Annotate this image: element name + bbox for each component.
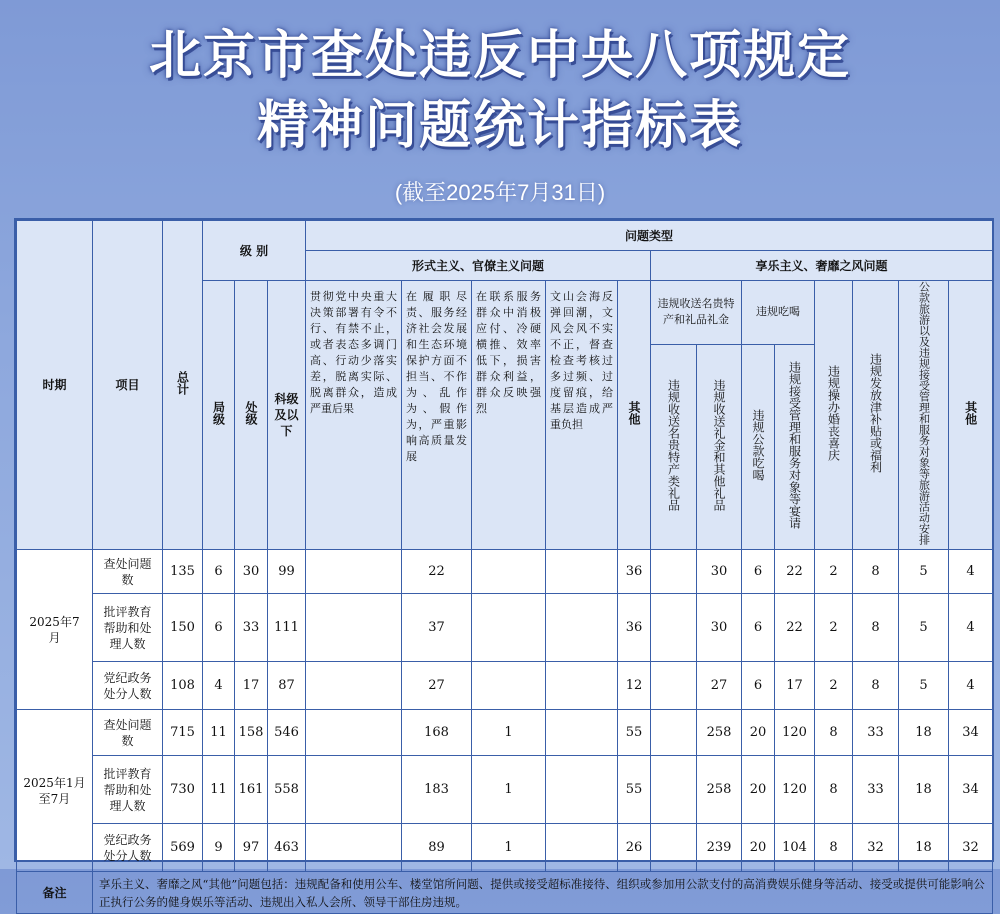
header-hedonism-6-text: 违规发放津补贴或福利 [868,353,883,473]
header-level-ke: 科级及以下 [268,281,306,550]
level-chu-cell: 30 [235,550,268,594]
formalism-4-cell [546,756,618,824]
note-label: 备注 [17,872,93,914]
formalism-other-cell: 36 [618,594,651,662]
header-total-text: 总计 [175,371,190,395]
table-row [17,662,993,710]
formalism-4-cell [546,662,618,710]
hedonism-other-cell: 34 [949,710,993,756]
hedonism-2-cell: 258 [697,710,742,756]
formalism-4-cell [546,550,618,594]
project-cell: 查处问题数 [93,550,163,594]
formalism-2-cell: 37 [402,594,472,662]
hedonism-other-cell: 4 [949,662,993,710]
project-cell: 批评教育帮助和处理人数 [93,756,163,824]
hedonism-1-cell [651,550,697,594]
total-cell: 150 [163,594,203,662]
level-chu-cell: 161 [235,756,268,824]
table-row [17,550,993,594]
formalism-3-cell: 1 [472,824,546,872]
header-level-chu-text: 处级 [244,401,258,425]
hedonism-4-cell: 104 [775,824,815,872]
project-cell: 批评教育帮助和处理人数 [93,594,163,662]
hedonism-7-cell: 5 [899,662,949,710]
formalism-1-cell [306,594,402,662]
hedonism-1-cell [651,594,697,662]
level-chu-cell: 33 [235,594,268,662]
header-formalism-other-text: 其他 [627,401,642,425]
hedonism-1-cell [651,824,697,872]
table-row [17,710,993,756]
hedonism-2-cell: 258 [697,756,742,824]
header-level: 级 别 [203,221,306,281]
hedonism-other-cell: 4 [949,550,993,594]
hedonism-6-cell: 33 [853,756,899,824]
header-formalism: 形式主义、官僚主义问题 [306,251,651,281]
formalism-1-cell [306,550,402,594]
formalism-4-cell [546,710,618,756]
header-formalism-2: 在履职尽责、服务经济社会发展和生态环境保护方面不担当、不作为、乱作为、假作为，严重影响高质量发展 [402,281,472,550]
header-level-ju [203,281,235,550]
hedonism-1-cell [651,710,697,756]
project-cell: 党纪政务处分人数 [93,662,163,710]
hedonism-2-cell: 30 [697,550,742,594]
header-formalism-other [618,281,651,550]
header-hedonism-5 [815,281,853,550]
formalism-other-cell: 55 [618,756,651,824]
header-hedonism-4 [775,344,815,549]
hedonism-6-cell: 32 [853,824,899,872]
hedonism-3-cell: 20 [742,710,775,756]
hedonism-2-cell: 27 [697,662,742,710]
period-cell: 2025年1月至7月 [17,710,93,872]
level-ju-cell: 6 [203,550,235,594]
formalism-other-cell: 26 [618,824,651,872]
formalism-other-cell: 12 [618,662,651,710]
formalism-1-cell [306,756,402,824]
formalism-3-cell: 1 [472,710,546,756]
page-title-line1: 北京市查处违反中央八项规定 [148,26,851,86]
header-gift-group: 违规收送名贵特产和礼品礼金 [651,281,742,345]
total-cell: 730 [163,756,203,824]
level-chu-cell: 17 [235,662,268,710]
formalism-1-cell [306,824,402,872]
hedonism-4-cell: 22 [775,550,815,594]
header-hedonism-7 [899,281,949,550]
hedonism-7-cell: 18 [899,710,949,756]
hedonism-5-cell: 2 [815,662,853,710]
formalism-other-cell: 36 [618,550,651,594]
header-formalism-4: 文山会海反弹回潮，文风会风不实不正，督查检查考核过多过频、过度留痕，给基层造成严重负担 [546,281,618,550]
project-cell: 查处问题数 [93,710,163,756]
hedonism-4-cell: 22 [775,594,815,662]
header-hedonism-4-text: 违规接受管理和服务对象等宴请 [787,360,802,529]
level-ke-cell: 558 [268,756,306,824]
header-hedonism: 享乐主义、奢靡之风问题 [651,251,993,281]
project-cell: 党纪政务处分人数 [93,824,163,872]
header-hedonism-other [949,281,993,550]
statistics-table [16,220,993,914]
level-ju-cell: 11 [203,710,235,756]
hedonism-5-cell: 8 [815,824,853,872]
header-hedonism-1-text: 违规收送名贵特产类礼品 [666,378,681,511]
header-formalism-3: 在联系服务群众中消极应付、冷硬横推、效率低下，损害群众利益，群众反映强烈 [472,281,546,550]
header-hedonism-other-text: 其他 [963,401,978,425]
hedonism-4-cell: 17 [775,662,815,710]
level-ke-cell: 463 [268,824,306,872]
header-dine-group: 违规吃喝 [742,281,815,345]
total-cell: 135 [163,550,203,594]
formalism-3-cell [472,550,546,594]
header-hedonism-5-text: 违规操办婚丧喜庆 [826,365,841,461]
formalism-4-cell [546,824,618,872]
hedonism-3-cell: 6 [742,594,775,662]
header-hedonism-1 [651,344,697,549]
header-project: 项目 [93,221,163,550]
formalism-1-cell [306,662,402,710]
formalism-3-cell [472,594,546,662]
hedonism-5-cell: 8 [815,756,853,824]
hedonism-4-cell: 120 [775,756,815,824]
formalism-4-cell [546,594,618,662]
total-cell: 569 [163,824,203,872]
header-hedonism-3 [742,344,775,549]
header-level-chu [235,281,268,550]
level-ju-cell: 9 [203,824,235,872]
table-row [17,756,993,824]
hedonism-5-cell: 2 [815,594,853,662]
hedonism-3-cell: 20 [742,824,775,872]
header-hedonism-3-text: 违规公款吃喝 [751,408,766,481]
period-cell: 2025年7月 [17,550,93,710]
formalism-1-cell [306,710,402,756]
hedonism-1-cell [651,756,697,824]
formalism-other-cell: 55 [618,710,651,756]
header-period: 时期 [17,221,93,550]
date-subtitle: (截至2025年7月31日) [394,180,606,205]
hedonism-1-cell [651,662,697,710]
header-hedonism-7-text: 公款旅游以及违规接受管理和服务对象等旅游活动安排 [917,281,931,545]
hedonism-other-cell: 4 [949,594,993,662]
formalism-2-cell: 168 [402,710,472,756]
hedonism-7-cell: 5 [899,594,949,662]
hedonism-5-cell: 8 [815,710,853,756]
hedonism-2-cell: 30 [697,594,742,662]
hedonism-7-cell: 18 [899,824,949,872]
formalism-2-cell: 22 [402,550,472,594]
hedonism-other-cell: 34 [949,756,993,824]
note-row [17,872,993,914]
formalism-3-cell: 1 [472,756,546,824]
hedonism-7-cell: 5 [899,550,949,594]
total-cell: 715 [163,710,203,756]
hedonism-3-cell: 6 [742,550,775,594]
hedonism-6-cell: 8 [853,550,899,594]
hedonism-2-cell: 239 [697,824,742,872]
formalism-3-cell [472,662,546,710]
hedonism-7-cell: 18 [899,756,949,824]
page-title-line2: 精神问题统计指标表 [256,96,743,156]
statistics-table-sheet [14,218,994,909]
hedonism-6-cell: 8 [853,662,899,710]
level-ju-cell: 6 [203,594,235,662]
hedonism-6-cell: 33 [853,710,899,756]
level-ju-cell: 4 [203,662,235,710]
level-ke-cell: 87 [268,662,306,710]
hedonism-6-cell: 8 [853,594,899,662]
formalism-2-cell: 183 [402,756,472,824]
level-ke-cell: 111 [268,594,306,662]
note-text: 享乐主义、奢靡之风“其他”问题包括：违规配备和使用公车、楼堂馆所问题、提供或接受超标准接待、组织或参加用公款支付的高消费娱乐健身等活动、接受或提供可能影响公正执行公务的健身娱乐等活动、违规出入私人会所、领导干部住房违规。 [93,872,993,914]
hedonism-3-cell: 6 [742,662,775,710]
level-ke-cell: 546 [268,710,306,756]
total-cell: 108 [163,662,203,710]
formalism-2-cell: 89 [402,824,472,872]
header-formalism-1: 贯彻党中央重大决策部署有令不行、有禁不止，或者表态多调门高、行动少落实差，脱离实际、脱离群众，造成严重后果 [306,281,402,550]
header-total [163,221,203,550]
hedonism-3-cell: 20 [742,756,775,824]
header-hedonism-2 [697,344,742,549]
level-chu-cell: 97 [235,824,268,872]
level-chu-cell: 158 [235,710,268,756]
level-ju-cell: 11 [203,756,235,824]
level-ke-cell: 99 [268,550,306,594]
formalism-2-cell: 27 [402,662,472,710]
hedonism-other-cell: 32 [949,824,993,872]
table-row [17,824,993,872]
hedonism-4-cell: 120 [775,710,815,756]
header-hedonism-2-text: 违规收送礼金和其他礼品 [712,378,727,511]
header-level-ju-text: 局级 [211,401,226,425]
table-row [17,594,993,662]
hedonism-5-cell: 2 [815,550,853,594]
header-hedonism-6 [853,281,899,550]
header-problem-type: 问题类型 [306,221,993,251]
